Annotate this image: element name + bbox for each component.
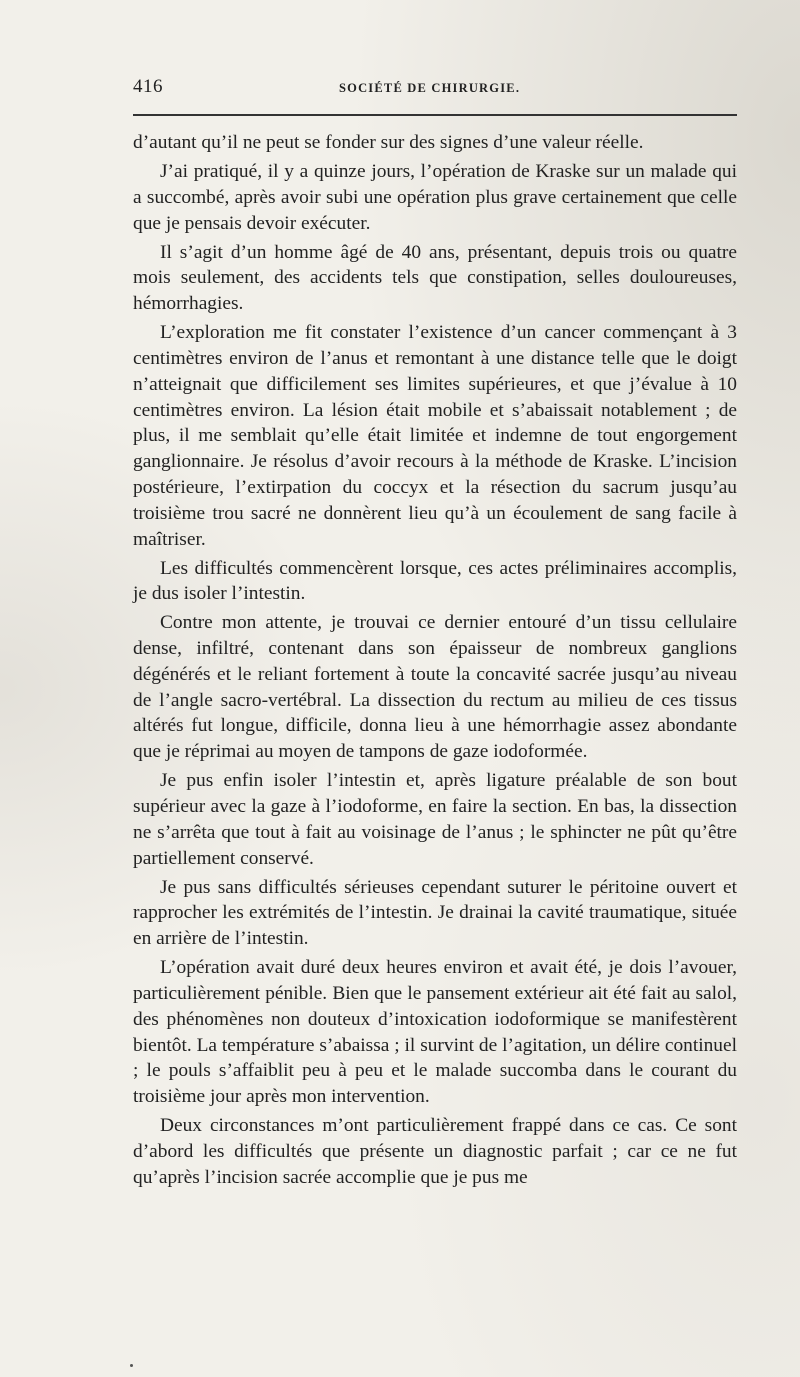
paragraph: Il s’agit d’un homme âgé de 40 ans, présentant, depuis trois ou quatre mois seulement, des accidents tels que constipation, selles douloureuses, hémorrhagies.	[133, 241, 737, 315]
page-number: 416	[133, 76, 163, 97]
header-rule	[133, 114, 737, 116]
paragraph: L’exploration me fit constater l’existence d’un cancer commençant à 3 centimètres environ de l’anus et remontant à une distance telle que le doigt n’atteignait que difficilement ses limites supérieures, et que j’évalue à 10 centimètres environ. La lésion était mobile et s’abaissait notablement ; de plus, il me semblait qu’elle était limitée et indemne de tout engorgement ganglionnaire. Je résolus d’avoir recours à la méthode de Kraske. L’incision postérieure, l’extirpation du coccyx et la résection du sacrum jusqu’au troisième trou sacré ne donnèrent lieu qu’à un écoulement de sang facile à maîtriser.	[133, 322, 737, 550]
paragraph: Je pus sans difficultés sérieuses cependant suturer le péritoine ouvert et rapprocher les extrémités de l’intestin. Je drainai la cavité traumatique, située en arrière de l’intestin.	[133, 876, 737, 950]
page-header	[133, 76, 737, 102]
running-title: SOCIÉTÉ DE CHIRURGIE.	[339, 81, 521, 95]
paragraph: Les difficultés commencèrent lorsque, ces actes préliminaires accomplis, je dus isoler l’intestin.	[133, 557, 737, 605]
paragraph: Je pus enfin isoler l’intestin et, après ligature préalable de son bout supérieur avec la gaze à l’iodoforme, en faire la section. En bas, la dissection ne s’arrêta que tout à fait au voisinage de l’anus ; le sphincter ne pût qu’être partiellement conservé.	[133, 770, 737, 869]
paragraph: L’opération avait duré deux heures environ et avait été, je dois l’avouer, particulièrement pénible. Bien que le pansement extérieur ait été fait au salol, des phénomènes non douteux d’intoxication iodoformique se manifestèrent bientôt. La température s’abaissa ; il survint de l’agitation, un délire continuel ; le pouls s’affaiblit peu à peu et le malade succomba dans le courant du troisième jour après mon intervention.	[133, 957, 737, 1108]
paragraph: Contre mon attente, je trouvai ce dernier entouré d’un tissu cellulaire dense, infiltré, contenant dans son épaisseur de nombreux ganglions dégénérés et le reliant fortement à toute la concavité sacrée jusqu’au niveau de l’angle sacro-vertébral. La dissection du rectum au milieu de ces tissus altérés fut longue, difficile, donna lieu à une hémorrhagie assez abondante que je réprimai au moyen de tampons de gaze iodoformée.	[133, 612, 737, 763]
paragraph: J’ai pratiqué, il y a quinze jours, l’opération de Kraske sur un malade qui a succombé, après avoir subi une opération plus grave certainement que celle que je pensais devoir exécuter.	[133, 160, 737, 234]
ink-speck	[130, 1364, 133, 1367]
body-text	[133, 130, 737, 1194]
paragraph: Deux circonstances m’ont particulièrement frappé dans ce cas. Ce sont d’abord les difficultés que présente un diagnostic parfait ; car ce ne fut qu’après l’incision sacrée accomplie que je pus me	[133, 1115, 737, 1188]
paragraph-continuation: d’autant qu’il ne peut se fonder sur des signes d’une valeur réelle.	[133, 132, 644, 153]
